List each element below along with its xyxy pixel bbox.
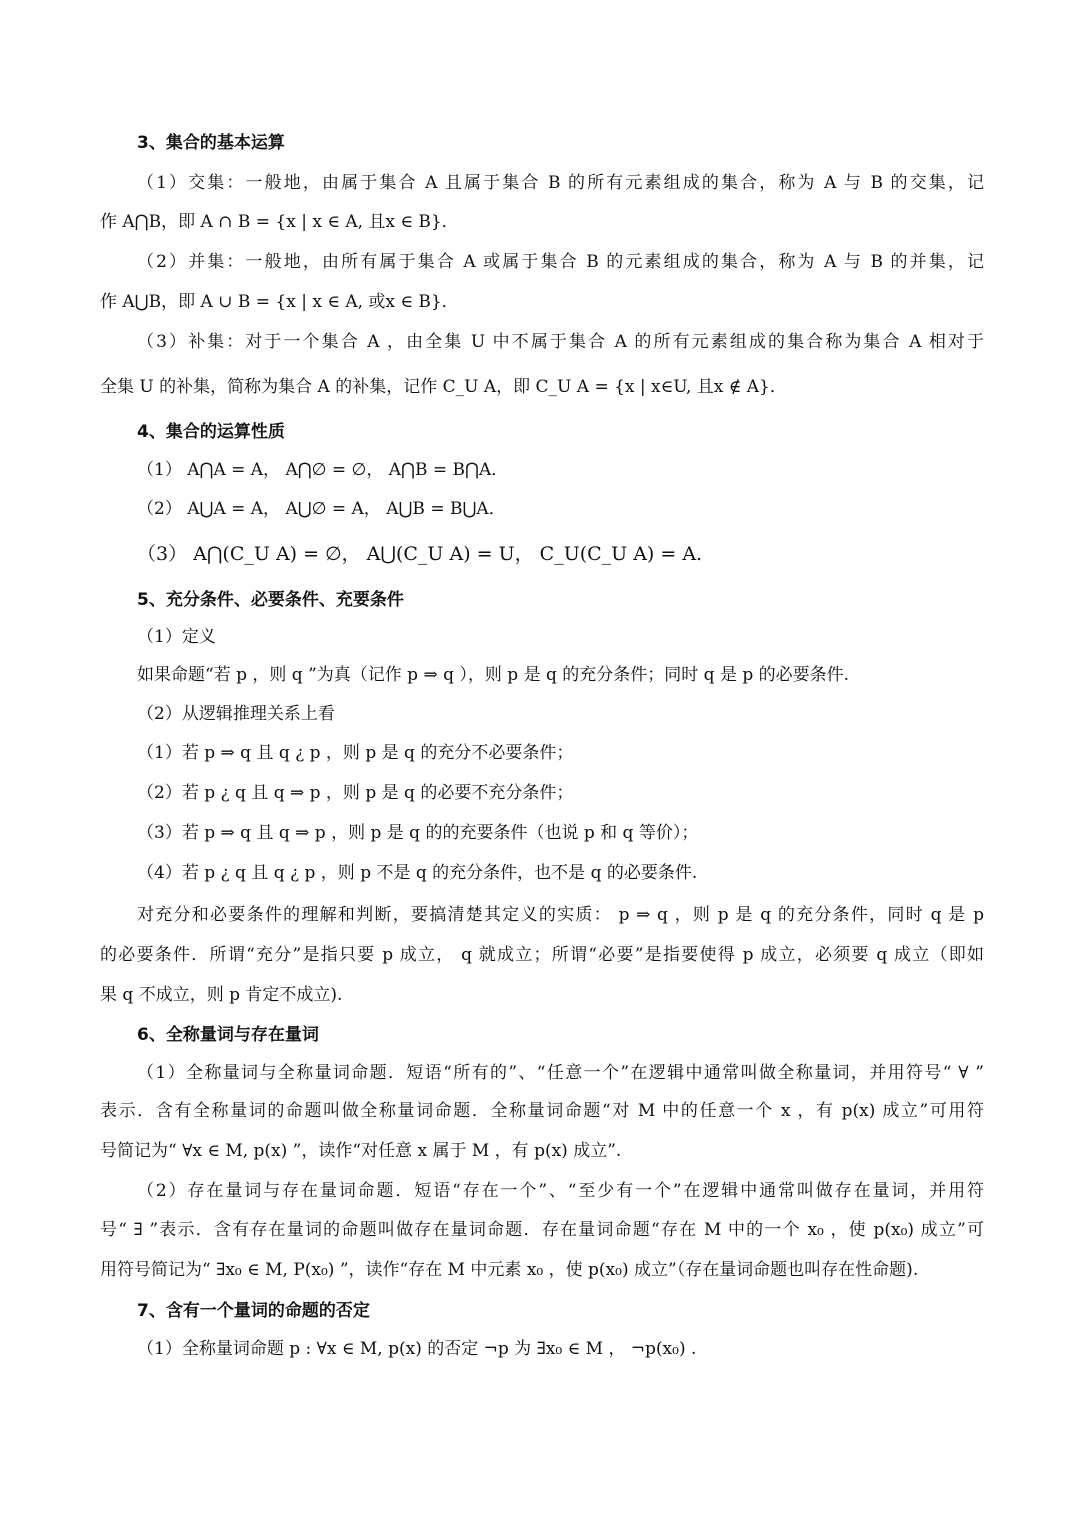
universal-quantifier-line-3: 号简记为“ ∀x ∈ M, p(x) ”，读作“对任意 x 属于 M ，有 p(x) 成立”. xyxy=(100,1141,622,1161)
existential-quantifier-line-2: 号“ ∃ ”表示．含有存在量词的命题叫做存在量词命题．存在量词命题“存在 M 中的一个 x₀ ，使 p(x₀) 成立”可 xyxy=(100,1220,984,1240)
sufficient-condition-definition: 如果命题“若 p ，则 q ”为真（记作 p ⇒ q ），则 p 是 q 的充分条件；同时 q 是 p 的必要条件. xyxy=(137,665,850,685)
intersection-definition-line-1: （1）交集：一般地，由属于集合 A 且属于集合 B 的所有元素组成的集合，称为 A 与 B 的交集，记 xyxy=(137,173,984,193)
intersection-properties: （1） A⋂A = A， A⋂∅ = ∅， A⋂B = B⋂A． xyxy=(137,460,509,480)
logic-case-3: （3）若 p ⇒ q 且 q ⇒ p ，则 p 是 q 的的充要条件（也说 p 和 q 等价）； xyxy=(137,823,699,843)
existential-quantifier-line-1: （2）存在量词与存在量词命题．短语“存在一个”、“至少有一个”在逻辑中通常叫做存在量词，并用符 xyxy=(137,1181,984,1201)
intersection-definition-line-2: 作 A⋂B，即 A ∩ B = {x | x ∈ A, 且x ∈ B}． xyxy=(100,212,459,232)
definition-subtitle: （1）定义 xyxy=(137,627,216,647)
existential-quantifier-line-3: 用符号简记为“ ∃x₀ ∈ M, P(x₀) ”，读作“存在 M 中元素 x₀ ，使 p(x₀) 成立”（存在量词命题也叫存在性命题). xyxy=(100,1260,919,1280)
union-definition-line-1: （2）并集：一般地，由所有属于集合 A 或属于集合 B 的元素组成的集合，称为 A 与 B 的并集，记 xyxy=(137,252,984,272)
logic-case-4: （4）若 p ¿ q 且 q ¿ p ，则 p 不是 q 的充分条件，也不是 q 的必要条件. xyxy=(137,863,698,883)
logic-subtitle: （2）从逻辑推理关系上看 xyxy=(137,704,335,724)
section-6-heading: 6、全称量词与存在量词 xyxy=(137,1025,319,1045)
union-definition-line-2: 作 A⋃B，即 A ∪ B = {x | x ∈ A, 或x ∈ B}． xyxy=(100,292,459,312)
condition-note-line-3: 果 q 不成立，则 p 肯定不成立). xyxy=(100,985,343,1005)
condition-note-line-2: 的必要条件．所谓“充分”是指只要 p 成立， q 就成立；所谓“必要”是指要使得 p 成立，必须要 q 成立（即如 xyxy=(100,945,984,965)
section-7-heading: 7、含有一个量词的命题的否定 xyxy=(137,1301,370,1321)
section-3-heading: 3、集合的基本运算 xyxy=(137,133,285,153)
universal-negation: （1）全称量词命题 p : ∀x ∈ M, p(x) 的否定 ¬p 为 ∃x₀ ∈ M ， ¬p(x₀) . xyxy=(137,1339,697,1359)
section-5-heading: 5、充分条件、必要条件、充要条件 xyxy=(137,590,404,610)
condition-note-line-1: 对充分和必要条件的理解和判断，要搞清楚其定义的实质： p ⇒ q ，则 p 是 q 的充分条件，同时 q 是 p xyxy=(137,905,984,925)
logic-case-1: （1）若 p ⇒ q 且 q ¿ p ，则 p 是 q 的充分不必要条件； xyxy=(137,743,574,763)
logic-case-2: （2）若 p ¿ q 且 q ⇒ p ，则 p 是 q 的必要不充分条件； xyxy=(137,783,574,803)
section-4-heading: 4、集合的运算性质 xyxy=(137,422,285,442)
complement-definition-line-2: 全集 U 的补集，简称为集合 A 的补集，记作 C_U A，即 C_U A = {x | x∈U, 且x ∉ A}． xyxy=(100,377,787,397)
complement-definition-line-1: （3）补集：对于一个集合 A ，由全集 U 中不属于集合 A 的所有元素组成的集合称为集合 A 相对于 xyxy=(137,332,984,352)
complement-properties: （3） A⋂(C_U A) = ∅， A⋃(C_U A) = U， C_U(C_U A) = A. xyxy=(137,543,703,565)
universal-quantifier-line-1: （1）全称量词与全称量词命题．短语“所有的”、“任意一个”在逻辑中通常叫做全称量词，并用符号“ ∀ ” xyxy=(137,1063,984,1083)
union-properties: （2） A⋃A = A， A⋃∅ = A， A⋃B = B⋃A． xyxy=(137,499,506,519)
universal-quantifier-line-2: 表示．含有全称量词的命题叫做全称量词命题．全称量词命题“对 M 中的任意一个 x ，有 p(x) 成立”可用符 xyxy=(100,1101,984,1121)
